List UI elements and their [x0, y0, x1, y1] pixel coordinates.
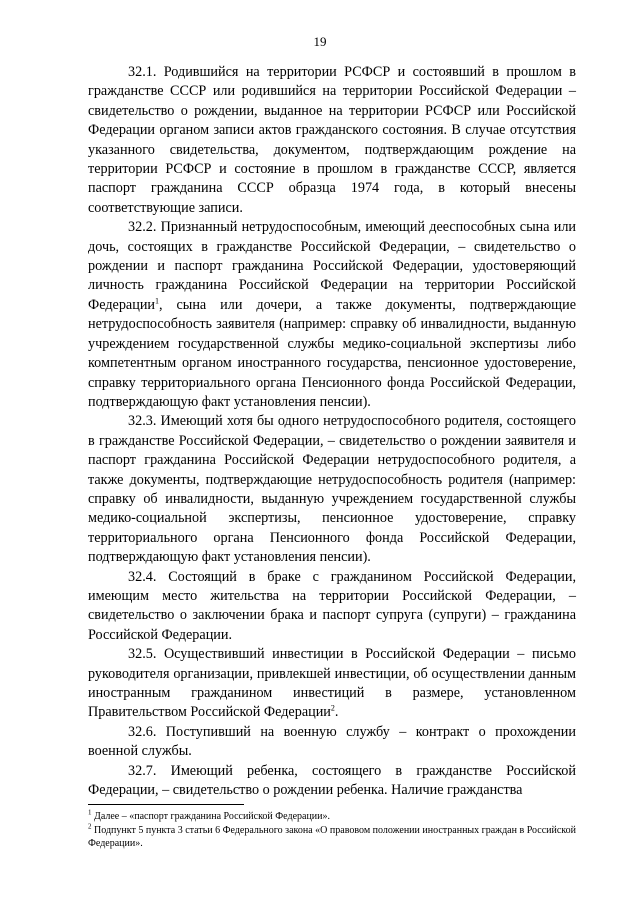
- paragraph-text: , сына или дочери, а также документы, подтверждающие нетрудоспособность заявителя (например: справку об инвалидности, выданную учреждением государственной службы медико-социальной экспертизы либо компетентным органом иностранного государства, пенсионное удостоверение, справку территориального органа Пенсионного фонда Российской Федерации, подтверждающую факт установления пенсии).: [88, 296, 576, 410]
- footnote-1: [88, 810, 576, 823]
- paragraph-text: 32.2. Признанный нетрудоспособным, имеющий дееспособных сына или дочь, состоящих в гражданстве Российской Федерации, – свидетельство о рождении и паспорт гражданина Российской Федерации, удостоверяющий личность гражданина Российской Федерации на территории Российской Федерации: [88, 219, 576, 313]
- footnote-marker: 2: [88, 822, 92, 831]
- footnote-marker: 1: [88, 808, 92, 817]
- paragraph-32-7: 32.7. Имеющий ребенка, состоящего в гражданстве Российской Федерации, – свидетельство о рождении ребенка. Наличие гражданства: [88, 762, 576, 799]
- paragraph-32-1: 32.1. Родившийся на территории РСФСР и состоявший в прошлом в гражданстве СССР или родившийся на территории Российской Федерации – свидетельство о рождении, выданное на территории РСФСР или Российской Федерации органом записи актов гражданского состояния. В случае отсутствия указанного свидетельства, документом, подтверждающим рождение на территории РСФСР и состояние в прошлом в гражданстве СССР, является паспорт гражданина СССР образца 1974 года, в который внесены соответствующие записи.: [88, 64, 576, 216]
- paragraph-32-5: [88, 645, 576, 723]
- paragraph-32-4: 32.4. Состоящий в браке с гражданином Российской Федерации, имеющим место жительства на территории Российской Федерации, – свидетельство о заключении брака и паспорт супруга (супруги) – гражданина Российской Федерации.: [88, 568, 576, 643]
- document-body: [88, 63, 576, 800]
- footnotes: [88, 810, 576, 851]
- paragraph-text: 32.5. Осуществивший инвестиции в Российской Федерации – письмо руководителя организации, привлекшей инвестиции, об осуществлении данным иностранным гражданином инвестиций в размере, установленном Правительством Российской Федерации: [88, 646, 576, 721]
- paragraph-text: .: [334, 704, 339, 721]
- footnote-2: [88, 824, 576, 850]
- footnote-reference: 1: [155, 296, 160, 306]
- paragraph-32-6: 32.6. Поступивший на военную службу – контракт о прохождении военной службы.: [88, 723, 576, 760]
- paragraph-32-3: 32.3. Имеющий хотя бы одного нетрудоспособного родителя, состоящего в гражданстве Российской Федерации, – свидетельство о рождении заявителя и паспорт гражданина Российской Федерации нетрудоспособного родителя, а также документы, подтверждающие нетрудоспособность родителя (например: справку об инвалидности, выданную учреждением государственной службы медико-социальной экспертизы, пенсионное удостоверение, справку территориального органа Пенсионного фонда Российской Федерации, подтверждающую факт установления пенсии).: [88, 413, 576, 566]
- paragraph-32-2: [88, 218, 576, 412]
- footnote-reference: 2: [330, 703, 335, 713]
- footnote-text: Далее – «паспорт гражданина Российской Федерации».: [91, 811, 331, 822]
- page-number: 19: [313, 34, 327, 49]
- footnote-text: Подпункт 5 пункта 3 статьи 6 Федерального закона «О правовом положении иностранных граждан в Российской Федерации».: [88, 825, 576, 849]
- footnote-divider: [88, 804, 244, 805]
